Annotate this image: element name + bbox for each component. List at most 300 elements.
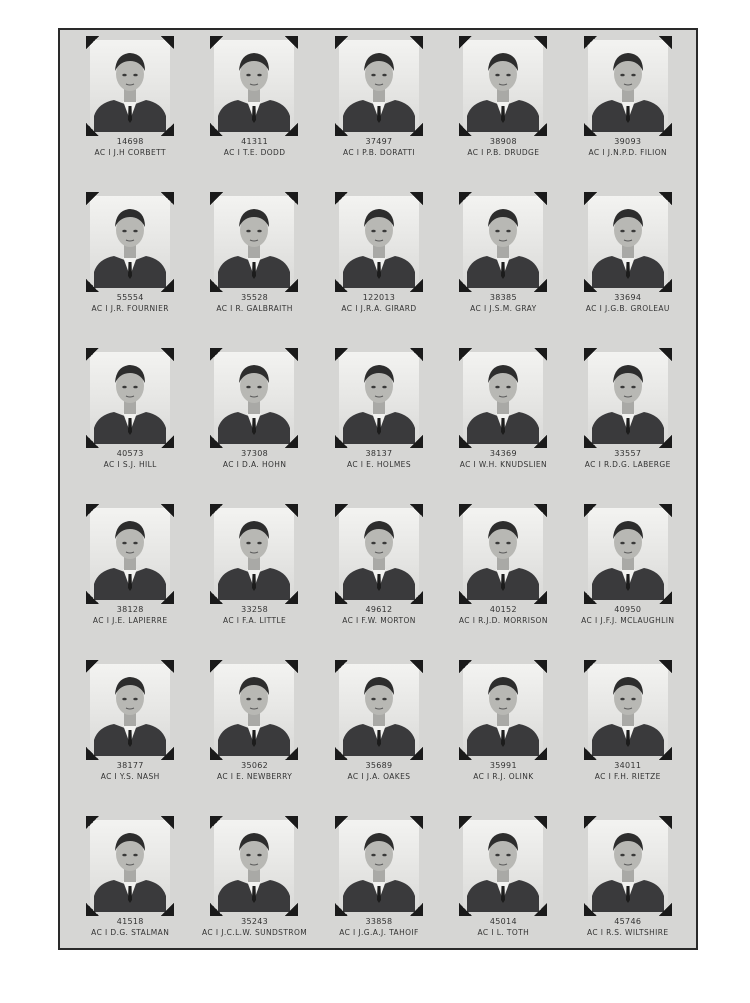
photo-corner-mount [161,36,174,49]
portrait-photo [214,40,294,132]
portrait-photo [588,820,668,912]
photo-corner-mount [584,903,597,916]
portrait-caption [441,916,565,938]
service-number: 38137 [365,449,393,458]
rank-and-name: AC I J.G.B. GROLEAU [585,304,670,313]
photo-corner-mount [534,123,547,136]
photo-corner-mount [534,660,547,673]
portrait-card [441,504,565,660]
service-number: 14698 [116,137,144,146]
service-number: 38128 [116,605,144,614]
rank-and-name: AC I Y.S. NASH [100,772,160,781]
portrait-photo [588,196,668,288]
photo-corner-mount [410,591,423,604]
portrait-photo [588,664,668,756]
rank-and-name: AC I S.J. HILL [103,460,157,469]
portrait-caption [566,604,690,626]
photo-corner-mount [659,279,672,292]
photo-corner-mount [161,660,174,673]
portrait-grid [68,36,690,972]
photo-corner-mount [86,192,99,205]
portrait-card [192,816,316,972]
portrait-card [441,660,565,816]
photo-corner-mount [584,348,597,361]
rank-and-name: AC I R.D.G. LABERGE [584,460,671,469]
portrait-card [566,504,690,660]
portrait-caption [317,604,441,626]
portrait-card [68,36,192,192]
portrait-caption [566,136,690,158]
photo-corner-mount [659,123,672,136]
person-portrait-icon [339,40,419,132]
photo-corner-mount [161,747,174,760]
portrait-caption [192,604,316,626]
portrait-caption [192,136,316,158]
photo-corner-mount [335,123,348,136]
photo-corner-mount [161,348,174,361]
portrait-photo [214,196,294,288]
photo-corner-mount [410,816,423,829]
photo-corner-mount [210,591,223,604]
photo-corner-mount [659,192,672,205]
photo-corner-mount [210,747,223,760]
photo-corner-mount [584,36,597,49]
photo-corner-mount [534,36,547,49]
person-portrait-icon [339,664,419,756]
photo-corner-mount [410,123,423,136]
portrait-caption [566,916,690,938]
photo-corner-mount [584,192,597,205]
person-portrait-icon [339,508,419,600]
photo-corner-mount [86,504,99,517]
photo-corner-mount [410,660,423,673]
photo-corner-mount [335,192,348,205]
photo-corner-mount [285,591,298,604]
portrait-photo [214,352,294,444]
rank-and-name: AC I R.J.D. MORRISON [458,616,548,625]
service-number: 35243 [241,917,269,926]
rank-and-name: AC I R.J. OLINK [473,772,534,781]
portrait-card [192,36,316,192]
rank-and-name: AC I R.S. WILTSHIRE [586,928,669,937]
portrait-caption [441,136,565,158]
photo-corner-mount [86,816,99,829]
portrait-photo [588,508,668,600]
photo-corner-mount [659,36,672,49]
photo-corner-mount [459,123,472,136]
portrait-card [192,348,316,504]
photo-corner-mount [161,123,174,136]
portrait-card [566,348,690,504]
portrait-card [317,504,441,660]
photo-corner-mount [335,747,348,760]
photo-corner-mount [210,123,223,136]
person-portrait-icon [214,352,294,444]
portrait-photo [463,508,543,600]
portrait-card [68,504,192,660]
photo-corner-mount [584,435,597,448]
photo-corner-mount [459,903,472,916]
rank-and-name: AC I W.H. KNUDSLIEN [459,460,548,469]
photo-corner-mount [410,348,423,361]
portrait-card [68,192,192,348]
person-portrait-icon [90,664,170,756]
portrait-photo [588,40,668,132]
photo-corner-mount [285,348,298,361]
person-portrait-icon [588,196,668,288]
person-portrait-icon [90,352,170,444]
portrait-photo [339,196,419,288]
photo-corner-mount [161,504,174,517]
portrait-card [317,348,441,504]
photo-corner-mount [659,435,672,448]
person-portrait-icon [90,196,170,288]
photo-corner-mount [161,816,174,829]
photo-corner-mount [86,903,99,916]
photo-corner-mount [210,435,223,448]
rank-and-name: AC I J.S.M. GRAY [470,304,537,313]
photo-corner-mount [285,123,298,136]
person-portrait-icon [588,664,668,756]
portrait-photo [463,196,543,288]
portrait-caption [566,760,690,782]
photo-corner-mount [210,192,223,205]
person-portrait-icon [463,508,543,600]
service-number: 39093 [614,137,642,146]
portrait-card [317,816,441,972]
photo-corner-mount [410,192,423,205]
photo-corner-mount [335,435,348,448]
rank-and-name: AC I J.A. OAKES [347,772,411,781]
service-number: 38908 [489,137,517,146]
photo-corner-mount [161,903,174,916]
person-portrait-icon [463,352,543,444]
service-number: 40950 [614,605,642,614]
person-portrait-icon [339,196,419,288]
rank-and-name: AC I F.H. RIETZE [594,772,661,781]
portrait-photo [339,664,419,756]
portrait-photo [463,352,543,444]
service-number: 55554 [116,293,144,302]
photo-corner-mount [410,279,423,292]
photo-corner-mount [534,591,547,604]
portrait-caption [317,916,441,938]
person-portrait-icon [588,352,668,444]
photo-corner-mount [86,123,99,136]
rank-and-name: AC I J.R.A. GIRARD [341,304,417,313]
service-number: 37497 [365,137,393,146]
photo-corner-mount [161,435,174,448]
photo-corner-mount [210,660,223,673]
photo-corner-mount [410,903,423,916]
rank-and-name: AC I L. TOTH [477,928,530,937]
service-number: 41518 [116,917,144,926]
service-number: 41311 [241,137,269,146]
photo-corner-mount [210,903,223,916]
photo-corner-mount [459,591,472,604]
photo-corner-mount [659,591,672,604]
service-number: 34369 [489,449,517,458]
photo-corner-mount [86,660,99,673]
portrait-caption [68,604,192,626]
photo-corner-mount [285,747,298,760]
photo-corner-mount [659,504,672,517]
person-portrait-icon [339,352,419,444]
portrait-photo [90,820,170,912]
portrait-photo [339,508,419,600]
person-portrait-icon [588,508,668,600]
photo-corner-mount [210,279,223,292]
service-number: 40573 [116,449,144,458]
service-number: 45746 [614,917,642,926]
photo-corner-mount [335,279,348,292]
portrait-photo [463,40,543,132]
photo-corner-mount [335,591,348,604]
photo-corner-mount [285,816,298,829]
rank-and-name: AC I F.A. LITTLE [222,616,287,625]
service-number: 33694 [614,293,642,302]
photo-corner-mount [210,504,223,517]
photo-corner-mount [534,504,547,517]
photo-corner-mount [410,36,423,49]
photo-corner-mount [335,504,348,517]
portrait-photo [214,508,294,600]
photo-corner-mount [410,747,423,760]
person-portrait-icon [90,40,170,132]
portrait-card [441,192,565,348]
person-portrait-icon [339,820,419,912]
photo-corner-mount [86,279,99,292]
photo-corner-mount [285,36,298,49]
service-number: 38385 [489,293,517,302]
photo-corner-mount [659,747,672,760]
rank-and-name: AC I J.H CORBETT [94,148,166,157]
photo-corner-mount [659,816,672,829]
service-number: 45014 [489,917,517,926]
photo-corner-mount [584,504,597,517]
portrait-caption [192,760,316,782]
portrait-caption [566,448,690,470]
photo-corner-mount [534,435,547,448]
photo-corner-mount [584,816,597,829]
portrait-card [566,660,690,816]
photo-corner-mount [285,192,298,205]
portrait-caption [192,916,316,938]
portrait-card [441,36,565,192]
portrait-caption [441,604,565,626]
portrait-card [68,816,192,972]
portrait-card [441,348,565,504]
photo-corner-mount [534,192,547,205]
photo-corner-mount [210,348,223,361]
portrait-photo [90,664,170,756]
service-number: 40152 [489,605,517,614]
person-portrait-icon [463,40,543,132]
photo-corner-mount [285,435,298,448]
portrait-caption [441,760,565,782]
photo-corner-mount [459,348,472,361]
service-number: 38177 [116,761,144,770]
rank-and-name: AC I D.G. STALMAN [91,928,170,937]
photo-corner-mount [210,816,223,829]
portrait-photo [339,820,419,912]
service-number: 35062 [241,761,269,770]
rank-and-name: AC I P.B. DORATTI [342,148,415,157]
rank-and-name: AC I J.R. FOURNIER [91,304,169,313]
photo-corner-mount [459,36,472,49]
service-number: 37308 [241,449,269,458]
portrait-photo [339,40,419,132]
rank-and-name: AC I J.F.J. MCLAUGHLIN [581,616,675,625]
photo-corner-mount [534,816,547,829]
photo-corner-mount [335,903,348,916]
photo-page [58,28,698,950]
portrait-card [192,192,316,348]
person-portrait-icon [588,820,668,912]
portrait-card [566,192,690,348]
service-number: 33258 [241,605,269,614]
photo-corner-mount [86,348,99,361]
portrait-photo [90,352,170,444]
portrait-caption [68,760,192,782]
rank-and-name: AC I J.N.P.D. FILION [588,148,668,157]
photo-corner-mount [459,279,472,292]
portrait-caption [441,448,565,470]
photo-corner-mount [335,348,348,361]
service-number: 33858 [365,917,393,926]
photo-corner-mount [86,591,99,604]
photo-corner-mount [335,660,348,673]
portrait-card [317,660,441,816]
portrait-caption [566,292,690,314]
photo-corner-mount [534,348,547,361]
portrait-card [566,36,690,192]
person-portrait-icon [214,664,294,756]
photo-corner-mount [584,123,597,136]
photo-corner-mount [86,36,99,49]
rank-and-name: AC I J.C.L.W. SUNDSTROM [202,928,308,937]
photo-corner-mount [161,591,174,604]
person-portrait-icon [90,508,170,600]
service-number: 33557 [614,449,642,458]
photo-corner-mount [459,660,472,673]
photo-corner-mount [584,747,597,760]
portrait-card [317,36,441,192]
portrait-photo [90,508,170,600]
portrait-card [68,660,192,816]
person-portrait-icon [463,196,543,288]
rank-and-name: AC I E. HOLMES [346,460,411,469]
portrait-photo [463,820,543,912]
photo-corner-mount [285,660,298,673]
person-portrait-icon [214,508,294,600]
photo-corner-mount [161,192,174,205]
service-number: 35528 [241,293,269,302]
photo-corner-mount [285,903,298,916]
photo-corner-mount [459,435,472,448]
portrait-card [68,348,192,504]
service-number: 49612 [365,605,393,614]
service-number: 35991 [489,761,517,770]
person-portrait-icon [214,40,294,132]
portrait-card [192,660,316,816]
photo-corner-mount [584,279,597,292]
photo-corner-mount [410,435,423,448]
photo-corner-mount [459,816,472,829]
photo-corner-mount [86,747,99,760]
portrait-caption [68,448,192,470]
photo-corner-mount [335,816,348,829]
photo-corner-mount [659,660,672,673]
portrait-card [441,816,565,972]
person-portrait-icon [463,820,543,912]
person-portrait-icon [463,664,543,756]
portrait-caption [317,292,441,314]
photo-corner-mount [534,747,547,760]
portrait-caption [68,916,192,938]
photo-corner-mount [659,903,672,916]
photo-corner-mount [410,504,423,517]
portrait-photo [588,352,668,444]
portrait-caption [441,292,565,314]
portrait-photo [90,40,170,132]
person-portrait-icon [214,820,294,912]
photo-corner-mount [534,279,547,292]
service-number: 34011 [614,761,642,770]
photo-corner-mount [459,747,472,760]
portrait-card [317,192,441,348]
portrait-caption [68,292,192,314]
portrait-photo [214,820,294,912]
person-portrait-icon [588,40,668,132]
portrait-card [566,816,690,972]
portrait-caption [68,136,192,158]
photo-corner-mount [459,192,472,205]
photo-corner-mount [534,903,547,916]
portrait-photo [214,664,294,756]
photo-corner-mount [161,279,174,292]
portrait-photo [339,352,419,444]
portrait-caption [192,292,316,314]
photo-corner-mount [584,660,597,673]
person-portrait-icon [90,820,170,912]
photo-corner-mount [86,435,99,448]
rank-and-name: AC I J.E. LAPIERRE [92,616,168,625]
portrait-photo [463,664,543,756]
portrait-caption [317,760,441,782]
portrait-card [192,504,316,660]
rank-and-name: AC I J.G.A.J. TAHOIF [339,928,419,937]
photo-corner-mount [285,279,298,292]
portrait-caption [317,448,441,470]
photo-corner-mount [459,504,472,517]
photo-corner-mount [659,348,672,361]
rank-and-name: AC I D.A. HOHN [222,460,287,469]
rank-and-name: AC I T.E. DODD [223,148,286,157]
photo-corner-mount [210,36,223,49]
portrait-caption [192,448,316,470]
portrait-photo [90,196,170,288]
rank-and-name: AC I F.W. MORTON [342,616,416,625]
service-number: 35689 [365,761,393,770]
rank-and-name: AC I R. GALBRAITH [216,304,293,313]
rank-and-name: AC I P.B. DRUDGE [467,148,540,157]
photo-corner-mount [584,591,597,604]
photo-corner-mount [285,504,298,517]
rank-and-name: AC I E. NEWBERRY [216,772,293,781]
portrait-caption [317,136,441,158]
service-number: 122013 [362,293,396,302]
